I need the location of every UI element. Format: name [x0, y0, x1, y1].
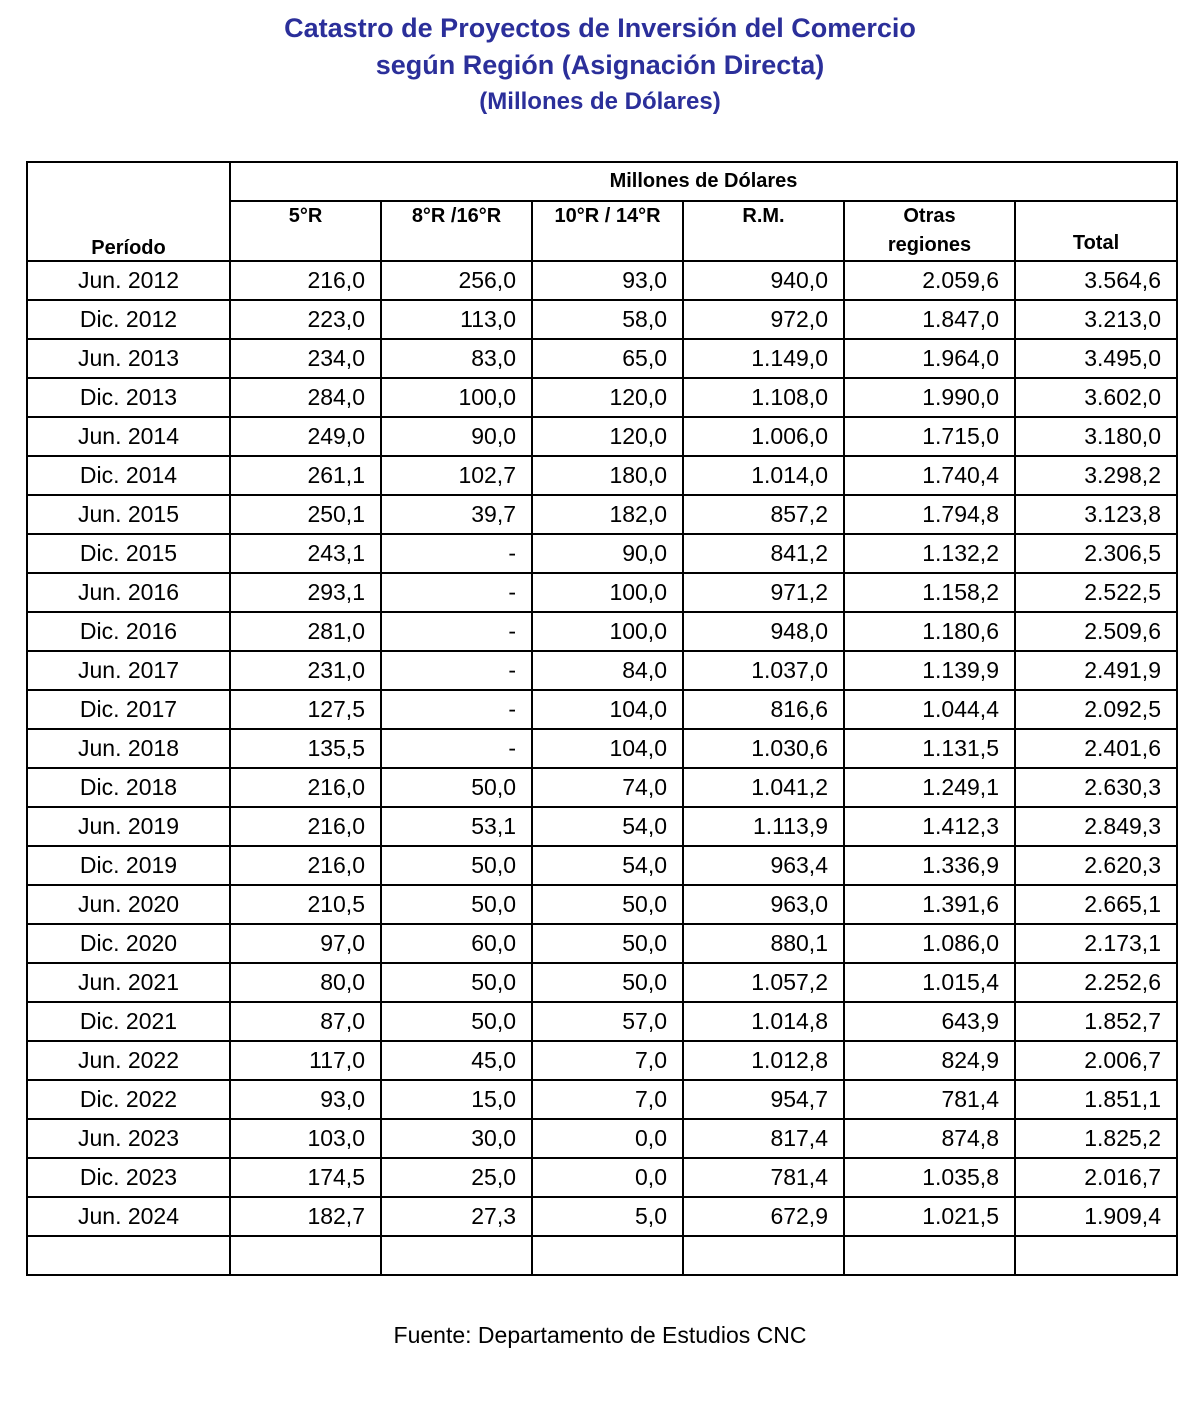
value-cell: 2.665,1	[1015, 885, 1177, 924]
value-cell: 234,0	[230, 339, 381, 378]
value-cell: 948,0	[683, 612, 844, 651]
value-cell: 30,0	[381, 1119, 532, 1158]
value-cell: 90,0	[381, 417, 532, 456]
value-cell: 45,0	[381, 1041, 532, 1080]
value-cell: 180,0	[532, 456, 683, 495]
value-cell: 1.139,9	[844, 651, 1015, 690]
source-note: Fuente: Departamento de Estudios CNC	[393, 1322, 807, 1348]
value-cell: 1.086,0	[844, 924, 1015, 963]
value-cell: 1.964,0	[844, 339, 1015, 378]
period-cell: Jun. 2018	[27, 729, 230, 768]
table-row	[27, 378, 1177, 417]
table-row	[27, 885, 1177, 924]
value-cell: 39,7	[381, 495, 532, 534]
period-cell: Jun. 2021	[27, 963, 230, 1002]
value-cell: 1.852,7	[1015, 1002, 1177, 1041]
period-header: Período	[27, 162, 230, 261]
value-cell: -	[381, 534, 532, 573]
value-cell: 1.021,5	[844, 1197, 1015, 1236]
value-cell: 1.158,2	[844, 573, 1015, 612]
value-cell: 841,2	[683, 534, 844, 573]
value-cell: 84,0	[532, 651, 683, 690]
value-cell: 1.012,8	[683, 1041, 844, 1080]
value-cell: 672,9	[683, 1197, 844, 1236]
value-cell: 174,5	[230, 1158, 381, 1197]
period-cell: Jun. 2024	[27, 1197, 230, 1236]
table-row	[27, 1119, 1177, 1158]
value-cell: 256,0	[381, 261, 532, 300]
group-header: Millones de Dólares	[230, 162, 1177, 201]
title-block	[0, 10, 1200, 120]
value-cell: 1.825,2	[1015, 1119, 1177, 1158]
title-line-2: según Región (Asignación Directa)	[375, 50, 825, 80]
value-cell: -	[381, 573, 532, 612]
value-cell: 2.401,6	[1015, 729, 1177, 768]
value-cell: 54,0	[532, 846, 683, 885]
value-cell: 1.249,1	[844, 768, 1015, 807]
value-cell: 1.990,0	[844, 378, 1015, 417]
value-cell: 231,0	[230, 651, 381, 690]
value-cell: 1.014,8	[683, 1002, 844, 1041]
value-cell: 120,0	[532, 378, 683, 417]
value-cell: 113,0	[381, 300, 532, 339]
value-cell: 0,0	[532, 1119, 683, 1158]
value-cell: 1.113,9	[683, 807, 844, 846]
value-cell: 874,8	[844, 1119, 1015, 1158]
table-row	[27, 495, 1177, 534]
value-cell: 100,0	[381, 378, 532, 417]
value-cell: 1.131,5	[844, 729, 1015, 768]
value-cell: 216,0	[230, 768, 381, 807]
col-5r: 5°R	[230, 201, 381, 261]
value-cell: 223,0	[230, 300, 381, 339]
table-row	[27, 456, 1177, 495]
table-row	[27, 300, 1177, 339]
investment-table	[26, 161, 1178, 1276]
period-cell: Dic. 2022	[27, 1080, 230, 1119]
value-cell: 50,0	[381, 846, 532, 885]
table-row	[27, 1158, 1177, 1197]
value-cell: 103,0	[230, 1119, 381, 1158]
value-cell: 50,0	[381, 768, 532, 807]
value-cell: 284,0	[230, 378, 381, 417]
table-row	[27, 1041, 1177, 1080]
table-row	[27, 924, 1177, 963]
period-cell: Dic. 2016	[27, 612, 230, 651]
value-cell: 3.298,2	[1015, 456, 1177, 495]
value-cell: 1.030,6	[683, 729, 844, 768]
value-cell: 643,9	[844, 1002, 1015, 1041]
value-cell: 5,0	[532, 1197, 683, 1236]
value-cell: 2.173,1	[1015, 924, 1177, 963]
period-cell: Dic. 2013	[27, 378, 230, 417]
value-cell: 2.252,6	[1015, 963, 1177, 1002]
period-cell: Dic. 2021	[27, 1002, 230, 1041]
value-cell: 54,0	[532, 807, 683, 846]
value-cell: 182,7	[230, 1197, 381, 1236]
value-cell: 2.849,3	[1015, 807, 1177, 846]
value-cell: -	[381, 729, 532, 768]
value-cell: 3.564,6	[1015, 261, 1177, 300]
table-row	[27, 1002, 1177, 1041]
period-cell: Jun. 2019	[27, 807, 230, 846]
col-otras-line2: regiones	[887, 234, 972, 256]
value-cell: 210,5	[230, 885, 381, 924]
period-cell: Jun. 2014	[27, 417, 230, 456]
value-cell: 93,0	[230, 1080, 381, 1119]
value-cell: -	[381, 690, 532, 729]
value-cell: 2.016,7	[1015, 1158, 1177, 1197]
table-row	[27, 1197, 1177, 1236]
value-cell: 2.620,3	[1015, 846, 1177, 885]
value-cell: 1.740,4	[844, 456, 1015, 495]
table-row	[27, 729, 1177, 768]
value-cell: 1.041,2	[683, 768, 844, 807]
table-row	[27, 1080, 1177, 1119]
period-cell: Dic. 2020	[27, 924, 230, 963]
value-cell: 117,0	[230, 1041, 381, 1080]
period-cell: Dic. 2012	[27, 300, 230, 339]
value-cell: 1.035,8	[844, 1158, 1015, 1197]
value-cell: 216,0	[230, 807, 381, 846]
period-cell: Jun. 2013	[27, 339, 230, 378]
col-otras-line1: Otras	[903, 205, 956, 227]
value-cell: 2.006,7	[1015, 1041, 1177, 1080]
value-cell: 50,0	[532, 924, 683, 963]
col-8r-16r: 8°R /16°R	[381, 201, 532, 261]
value-cell: 971,2	[683, 573, 844, 612]
title-line-1: Catastro de Proyectos de Inversión del Comercio	[284, 13, 916, 43]
value-cell: 1.336,9	[844, 846, 1015, 885]
period-cell: Jun. 2015	[27, 495, 230, 534]
table-row	[27, 768, 1177, 807]
value-cell: 1.794,8	[844, 495, 1015, 534]
col-10r-14r: 10°R / 14°R	[532, 201, 683, 261]
value-cell: 249,0	[230, 417, 381, 456]
value-cell: 3.602,0	[1015, 378, 1177, 417]
value-cell: -	[381, 651, 532, 690]
value-cell: 2.059,6	[844, 261, 1015, 300]
value-cell: 3.180,0	[1015, 417, 1177, 456]
value-cell: 940,0	[683, 261, 844, 300]
period-cell: Dic. 2019	[27, 846, 230, 885]
value-cell: 243,1	[230, 534, 381, 573]
blank-cell	[844, 1236, 1015, 1275]
table-row	[27, 573, 1177, 612]
col-rm: R.M.	[683, 201, 844, 261]
value-cell: 1.851,1	[1015, 1080, 1177, 1119]
value-cell: 1.715,0	[844, 417, 1015, 456]
value-cell: 0,0	[532, 1158, 683, 1197]
value-cell: 261,1	[230, 456, 381, 495]
blank-cell	[381, 1236, 532, 1275]
value-cell: 60,0	[381, 924, 532, 963]
period-cell: Jun. 2012	[27, 261, 230, 300]
value-cell: 7,0	[532, 1041, 683, 1080]
table-row	[27, 963, 1177, 1002]
table-body	[27, 261, 1177, 1275]
value-cell: 90,0	[532, 534, 683, 573]
value-cell: 120,0	[532, 417, 683, 456]
table-row	[27, 612, 1177, 651]
value-cell: 27,3	[381, 1197, 532, 1236]
value-cell: 972,0	[683, 300, 844, 339]
value-cell: 1.044,4	[844, 690, 1015, 729]
value-cell: 104,0	[532, 729, 683, 768]
value-cell: 50,0	[532, 963, 683, 1002]
value-cell: 50,0	[381, 1002, 532, 1041]
value-cell: 1.132,2	[844, 534, 1015, 573]
value-cell: 2.522,5	[1015, 573, 1177, 612]
table-row	[27, 651, 1177, 690]
value-cell: 817,4	[683, 1119, 844, 1158]
value-cell: 781,4	[844, 1080, 1015, 1119]
period-cell: Jun. 2020	[27, 885, 230, 924]
value-cell: 1.412,3	[844, 807, 1015, 846]
value-cell: 1.108,0	[683, 378, 844, 417]
table-row	[27, 417, 1177, 456]
value-cell: 127,5	[230, 690, 381, 729]
value-cell: 816,6	[683, 690, 844, 729]
period-cell: Jun. 2022	[27, 1041, 230, 1080]
value-cell: 1.391,6	[844, 885, 1015, 924]
value-cell: 182,0	[532, 495, 683, 534]
value-cell: 1.847,0	[844, 300, 1015, 339]
value-cell: 1.180,6	[844, 612, 1015, 651]
period-cell: Dic. 2018	[27, 768, 230, 807]
value-cell: 15,0	[381, 1080, 532, 1119]
value-cell: 1.037,0	[683, 651, 844, 690]
value-cell: 281,0	[230, 612, 381, 651]
value-cell: 50,0	[381, 885, 532, 924]
table-row	[27, 846, 1177, 885]
title-line-3: (Millones de Dólares)	[479, 88, 721, 115]
value-cell: 2.630,3	[1015, 768, 1177, 807]
blank-cell	[532, 1236, 683, 1275]
period-cell: Dic. 2023	[27, 1158, 230, 1197]
blank-row	[27, 1236, 1177, 1275]
value-cell: 1.909,4	[1015, 1197, 1177, 1236]
blank-cell	[1015, 1236, 1177, 1275]
period-cell: Jun. 2017	[27, 651, 230, 690]
value-cell: 293,1	[230, 573, 381, 612]
value-cell: 57,0	[532, 1002, 683, 1041]
period-cell: Dic. 2017	[27, 690, 230, 729]
table-row	[27, 534, 1177, 573]
value-cell: 250,1	[230, 495, 381, 534]
value-cell: 2.509,6	[1015, 612, 1177, 651]
col-total: Total	[1015, 201, 1177, 261]
value-cell: 963,4	[683, 846, 844, 885]
blank-cell	[27, 1236, 230, 1275]
value-cell: 2.092,5	[1015, 690, 1177, 729]
value-cell: 25,0	[381, 1158, 532, 1197]
value-cell: 963,0	[683, 885, 844, 924]
value-cell: 3.213,0	[1015, 300, 1177, 339]
value-cell: 216,0	[230, 846, 381, 885]
table-row	[27, 807, 1177, 846]
value-cell: 87,0	[230, 1002, 381, 1041]
period-cell: Dic. 2015	[27, 534, 230, 573]
value-cell: 7,0	[532, 1080, 683, 1119]
blank-cell	[230, 1236, 381, 1275]
value-cell: 50,0	[532, 885, 683, 924]
value-cell: 50,0	[381, 963, 532, 1002]
value-cell: 74,0	[532, 768, 683, 807]
value-cell: 1.006,0	[683, 417, 844, 456]
value-cell: 1.149,0	[683, 339, 844, 378]
col-otras-regiones	[844, 201, 1015, 261]
value-cell: 824,9	[844, 1041, 1015, 1080]
value-cell: 857,2	[683, 495, 844, 534]
value-cell: 83,0	[381, 339, 532, 378]
value-cell: 135,5	[230, 729, 381, 768]
value-cell: 65,0	[532, 339, 683, 378]
blank-cell	[683, 1236, 844, 1275]
value-cell: 954,7	[683, 1080, 844, 1119]
value-cell: 80,0	[230, 963, 381, 1002]
period-cell: Dic. 2014	[27, 456, 230, 495]
table-row	[27, 339, 1177, 378]
value-cell: 2.306,5	[1015, 534, 1177, 573]
value-cell: 102,7	[381, 456, 532, 495]
value-cell: 1.057,2	[683, 963, 844, 1002]
period-cell: Jun. 2016	[27, 573, 230, 612]
value-cell: 3.495,0	[1015, 339, 1177, 378]
value-cell: 781,4	[683, 1158, 844, 1197]
table-row	[27, 261, 1177, 300]
value-cell: 880,1	[683, 924, 844, 963]
value-cell: 1.015,4	[844, 963, 1015, 1002]
value-cell: 93,0	[532, 261, 683, 300]
value-cell: -	[381, 612, 532, 651]
value-cell: 216,0	[230, 261, 381, 300]
period-cell: Jun. 2023	[27, 1119, 230, 1158]
value-cell: 1.014,0	[683, 456, 844, 495]
table-row	[27, 690, 1177, 729]
value-cell: 58,0	[532, 300, 683, 339]
value-cell: 97,0	[230, 924, 381, 963]
value-cell: 104,0	[532, 690, 683, 729]
value-cell: 3.123,8	[1015, 495, 1177, 534]
value-cell: 100,0	[532, 612, 683, 651]
value-cell: 53,1	[381, 807, 532, 846]
value-cell: 2.491,9	[1015, 651, 1177, 690]
value-cell: 100,0	[532, 573, 683, 612]
